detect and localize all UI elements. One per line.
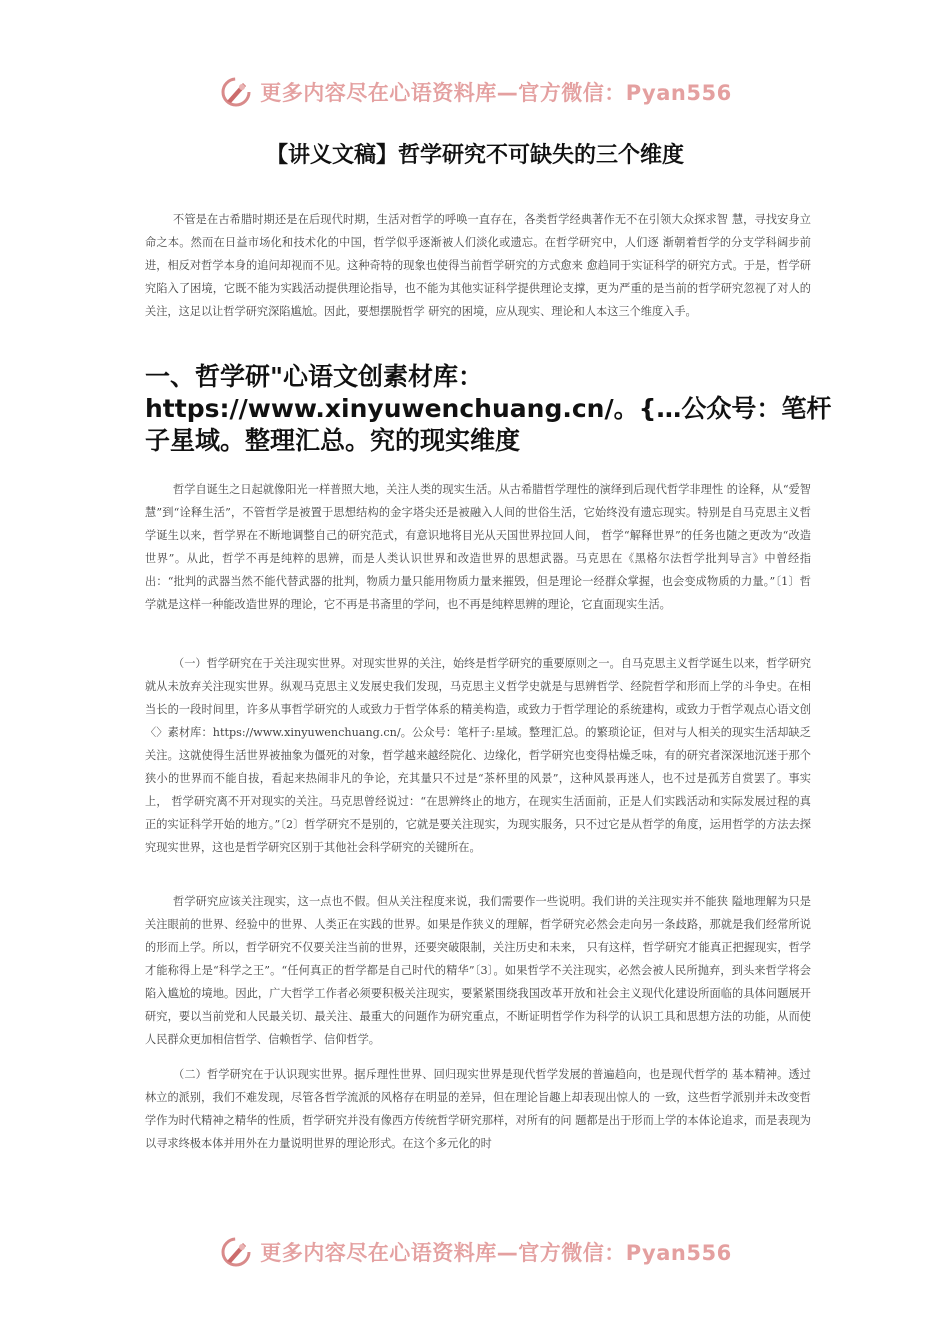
header-banner [0, 74, 950, 110]
footer-banner [0, 1234, 950, 1270]
paragraph-2: （一）哲学研究在于关注现实世界。对现实世界的关注，始终是哲学研究的重要原则之一。自马克思主义哲学诞生以来，哲学研究就从未放弃关注现实世界。纵观马克思主义发展史我们发现，马克思主义哲学史就是与思辨哲学、经院哲学和形而上学的斗争史。在相当长的一段时间里，许多从事哲学研究的人或致力于哲学体系的精美构造，或致力于哲学理论的系统建构，或致力于哲学观点心语文创〈〉素材库：https://www.xinyuwenchuang.cn/。公众号：笔杆子:星域。整理汇总。的繁琐论证，但对与人相关的现实生活却缺乏关注。这就使得生活世界被抽象为僵死的对象，哲学越来越经院化、边缘化，哲学研究也变得枯燥乏味，有的研究者深深地沉迷于那个狭小的世界而不能自拔，看起来热闹非凡的争论，充其量只不过是“茶杯里的风景”，这种风景再迷人，也不过是孤芳自赏罢了。事实上， 哲学研究离不开对现实的关注。马克思曾经说过：“在思辨终止的地方，在现实生活面前，正是人们实践活动和实际发展过程的真正的实证科学开始的地方。”〔2〕哲学研究不是别的，它就是要关注现实，为现实服务，只不过它是从哲学的角度，运用哲学的方法去探究现实世界，这也是哲学研究区别于其他社会科学研究的关键所在。 [145, 657, 811, 854]
banner-text: 更多内容尽在心语资料库—官方微信：Pyan556 [260, 1241, 732, 1265]
brush-logo-icon [218, 74, 254, 110]
brush-logo-icon [218, 1234, 254, 1270]
document-title: 【讲义文稿】哲学研究不可缺失的三个维度 [265, 143, 684, 168]
paragraph-1: 哲学自诞生之日起就像阳光一样普照大地，关注人类的现实生活。从古希腊哲学理性的演绎到后现代哲学非理性 的诠释，从“爱智慧”到“诠释生活”，不管哲学是被置于思想结构的金字塔尖还是被融入人间的世俗生活，它始终没有遗忘现实。特别是自马克思主义哲学诞生以来，哲学界在不断地调整自己的研究范式，有意识地将目光从天国世界拉回人间， 哲学“解释世界”的任务也随之更改为“改造世界”。从此，哲学不再是纯粹的思辨，而是人类认识世界和改造世界的思想武器。马克思在《黑格尔法哲学批判导言》中曾经指出：“批判的武器当然不能代替武器的批判，物质力量只能用物质力量来摧毁，但是理论一经群众掌握，也会变成物质的力量。”〔1〕哲学就是这样一种能改造世界的理论，它不再是书斋里的学问，也不再是纯粹思辨的理论，它直面现实生活。 [145, 483, 811, 611]
paragraph-3: 哲学研究应该关注现实，这一点也不假。但从关注程度来说，我们需要作一些说明。我们讲的关注现实并不能狭 隘地理解为只是关注眼前的世界、经验中的世界、人类正在实践的世界。如果是作狭义的理解，哲学研究必然会走向另一条歧路，那就是我们经常所说的形而上学。所以，哲学研究不仅要关注当前的世界，还要突破限制，关注历史和未来， 只有这样，哲学研究才能真正把握现实，哲学才能称得上是“科学之王”。“任何真正的哲学都是自己时代的精华”〔3〕。如果哲学不关注现实，必然会被人民所抛弃，到头来哲学将会陷入尴尬的境地。因此，广大哲学工作者必须要积极关注现实，要紧紧围绕我国改革开放和社会主义现代化建设所面临的具体问题展开研究，要以当前党和人民最关切、最关注、最重大的问题作为研究重点，不断证明哲学作为科学的认识工具和思想方法的功能，从而使人民群众更加相信哲学、信赖哲学、信仰哲学。 [145, 895, 811, 1046]
banner-text: 更多内容尽在心语资料库—官方微信：Pyan556 [260, 81, 732, 105]
intro-paragraph: 不管是在古希腊时期还是在后现代时期，生活对哲学的呼唤一直存在，各类哲学经典著作无不在引领大众探求智 慧，寻找安身立命之本。然而在日益市场化和技术化的中国，哲学似乎逐渐被人们淡化或遗忘。在哲学研究中，人们逐 渐朝着哲学的分支学科阔步前进，相反对哲学本身的追问却视而不见。这种奇特的现象也使得当前哲学研究的方式愈来 愈趋同于实证科学的研究方式。于是，哲学研究陷入了困境，它既不能为实践活动提供理论指导，也不能为其他实证科学提供理论支撑，更为严重的是当前的哲学研究忽视了对人的关注，这足以让哲学研究深陷尴尬。因此，要想摆脱哲学 研究的困境，应从现实、理论和人本这三个维度入手。 [145, 213, 811, 318]
paragraph-4: （二）哲学研究在于认识现实世界。据斥理性世界、回归现实世界是现代哲学发展的普遍趋向，也是现代哲学的 基本精神。透过林立的派别，我们不难发现，尽管各哲学流派的风格存在明显的差异，但在理论旨趣上却表现出惊人的 一致，这些哲学派别并未改变哲学作为时代精神之精华的性质，哲学研究并没有像西方传统哲学研究那样，对所有的问 题都是出于形而上学的本体论追求，而是表现为以寻求终极本体并用外在力量说明世界的理论形式。在这个多元化的时 [145, 1068, 811, 1150]
section-heading: 一、哲学研"心语文创素材库：https://www.xinyuwenchuang.cn/。{…公众号：笔杆子星域。整理汇总。究的现实维度 [145, 362, 832, 455]
